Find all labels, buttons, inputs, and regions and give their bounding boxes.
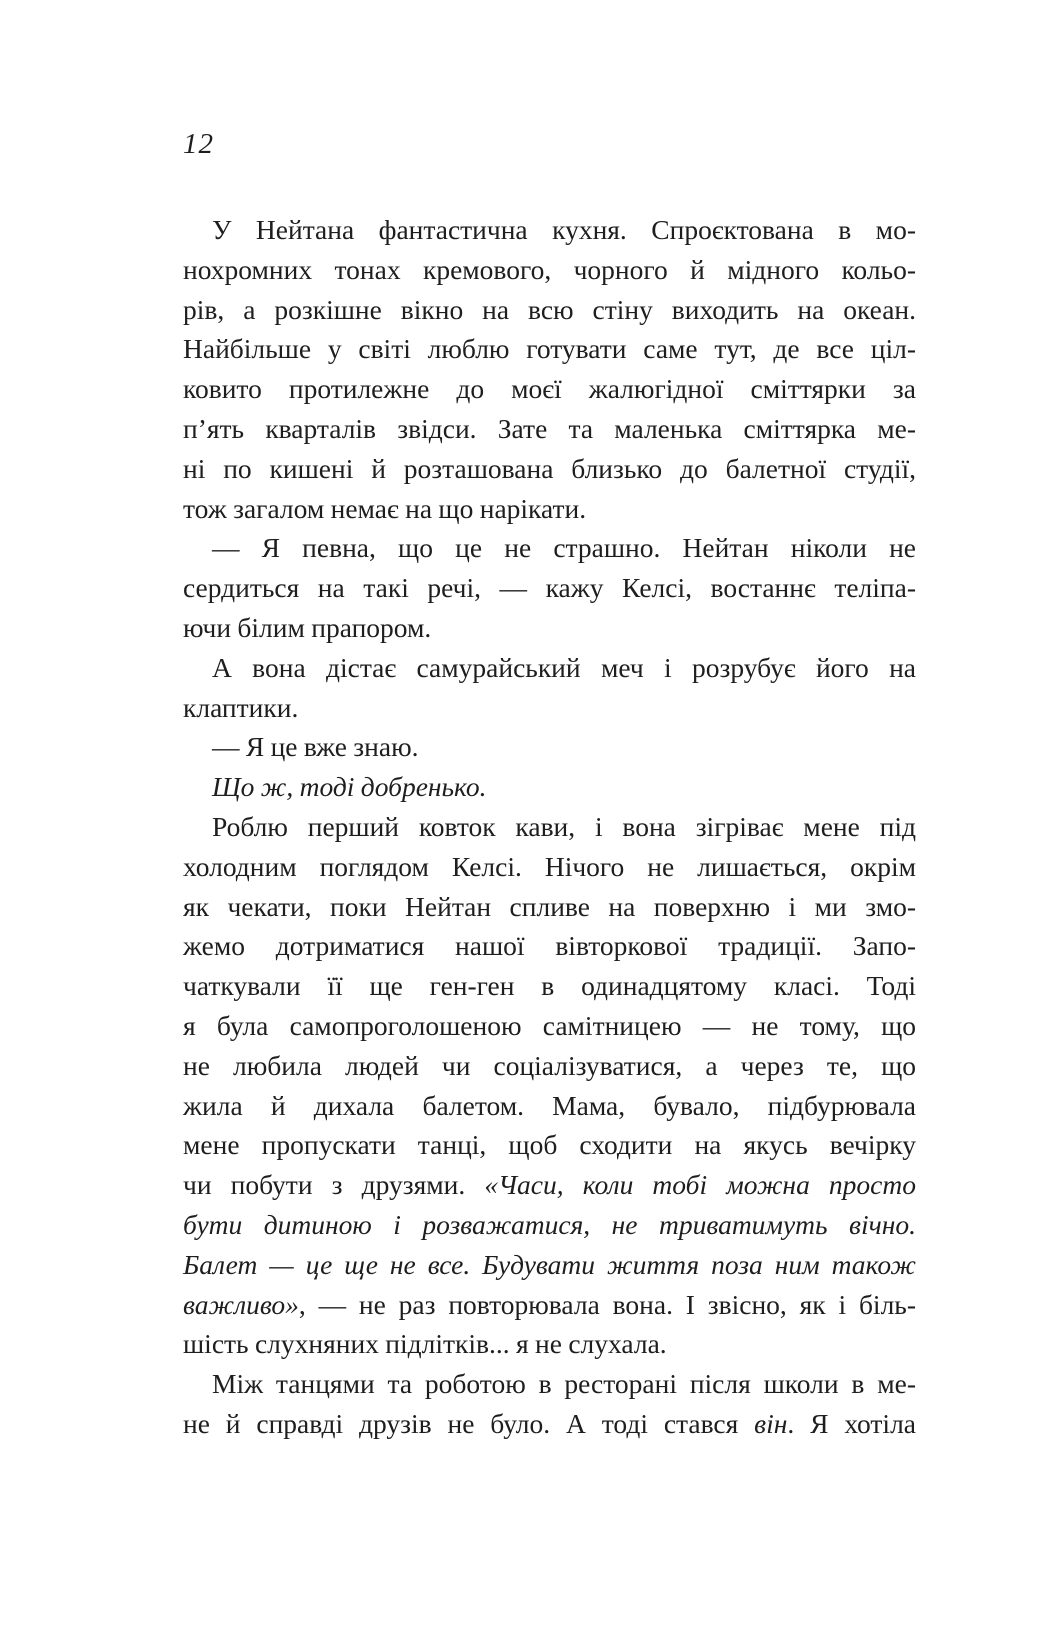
text-segment: Між танцями та роботою в ресторані після школи в ме- [212, 1368, 916, 1400]
text-segment: — Я це вже знаю. [212, 731, 419, 763]
text-line [183, 1285, 916, 1325]
text-line [183, 210, 916, 250]
text-line [183, 1404, 916, 1444]
text-line [183, 290, 916, 330]
text-segment: Найбільше у світі люблю готувати саме тут, де все ціл- [183, 333, 916, 365]
text-segment: сердиться на такі речі, — кажу Келсі, востаннє теліпа- [183, 572, 916, 604]
text-segment: мене пропускати танці, щоб сходити на якусь вечірку [183, 1129, 916, 1161]
text-segment: чаткували її ще ген-ген в одинадцятому класі. Тоді [183, 970, 916, 1002]
text-segment: не й справді друзів не було. А тоді стався [183, 1407, 755, 1439]
text-segment: ні по кишені й розташована близько до балетної студії, [183, 452, 916, 484]
text-segment: тож загалом немає на що нарікати. [183, 492, 587, 524]
text-segment: клаптики. [183, 691, 299, 723]
text-line [183, 329, 916, 369]
text-segment: я була самопроголошеною самітницею — не тому, що [183, 1009, 916, 1041]
text-segment: чи побути з друзями. [183, 1169, 485, 1201]
text-segment: п’ять кварталів звідси. Зате та маленька сміттярка ме- [183, 412, 916, 444]
text-line [183, 1006, 916, 1046]
text-block [183, 210, 916, 1444]
text-segment: не любила людей чи соціалізуватися, а через те, що [183, 1049, 916, 1081]
text-line [183, 528, 916, 568]
text-line [183, 966, 916, 1006]
text-line [183, 608, 916, 648]
text-segment: шість слухняних підлітків... я не слухала. [183, 1328, 667, 1360]
text-segment: Роблю перший ковток кави, і вона зігріває мене під [212, 810, 916, 842]
text-line [183, 767, 916, 807]
paragraph [183, 648, 916, 728]
text-line [183, 409, 916, 449]
text-line [183, 807, 916, 847]
text-line [183, 1125, 916, 1165]
paragraph [183, 528, 916, 647]
italic-text-segment: Що ж, тоді добренько. [212, 771, 487, 803]
text-line [183, 688, 916, 728]
text-line [183, 847, 916, 887]
text-segment: А вона дістає самурайський меч і розрубує його на [212, 651, 916, 683]
text-line [183, 1205, 916, 1245]
text-line [183, 250, 916, 290]
text-segment: нохромних тонах кремового, чорного й мідного кольо- [183, 253, 916, 285]
paragraph [183, 210, 916, 528]
text-line [183, 1324, 916, 1364]
italic-text-segment: важливо» [183, 1288, 299, 1320]
text-line [183, 449, 916, 489]
text-line [183, 648, 916, 688]
paragraph [183, 767, 916, 807]
text-line [183, 887, 916, 927]
italic-text-segment: «Часи, коли тобі можна просто [484, 1169, 916, 1201]
text-segment: . Я хотіла [787, 1407, 916, 1439]
text-line [183, 568, 916, 608]
text-line [183, 489, 916, 529]
text-line [183, 369, 916, 409]
text-line [183, 926, 916, 966]
page-number: 12 [183, 128, 214, 160]
text-segment: — Я певна, що це не страшно. Нейтан ніколи не [212, 532, 916, 564]
italic-text-segment: він [754, 1407, 788, 1439]
text-segment: холодним поглядом Келсі. Нічого не лишається, окрім [183, 850, 916, 882]
text-line [183, 1364, 916, 1404]
text-segment: У Нейтана фантастична кухня. Спроєктована в мо- [212, 214, 916, 245]
paragraph [183, 1364, 916, 1444]
text-segment: ковито протилежне до моєї жалюгідної сміттярки за [183, 373, 916, 405]
text-segment: , — не раз повторювала вона. І звісно, як і біль- [298, 1288, 916, 1320]
text-line [183, 1046, 916, 1086]
text-line [183, 727, 916, 767]
text-segment: жемо дотриматися нашої вівторкової традиції. Запо- [183, 930, 916, 962]
italic-text-segment: бути дитиною і розважатися, не триватимуть вічно. [183, 1208, 916, 1240]
paragraph [183, 727, 916, 767]
text-segment: рів, а розкішне вікно на всю стіну виходить на океан. [183, 293, 916, 325]
text-line [183, 1086, 916, 1126]
italic-text-segment: Балет — це ще не все. Будувати життя поза ним також [183, 1248, 916, 1280]
text-segment: як чекати, поки Нейтан спливе на поверхню і ми змо- [183, 890, 916, 922]
text-line [183, 1165, 916, 1205]
text-segment: жила й дихала балетом. Мама, бувало, підбурювала [183, 1089, 916, 1121]
text-line [183, 1245, 916, 1285]
text-segment: ючи білим прапором. [183, 611, 432, 643]
paragraph [183, 807, 916, 1364]
